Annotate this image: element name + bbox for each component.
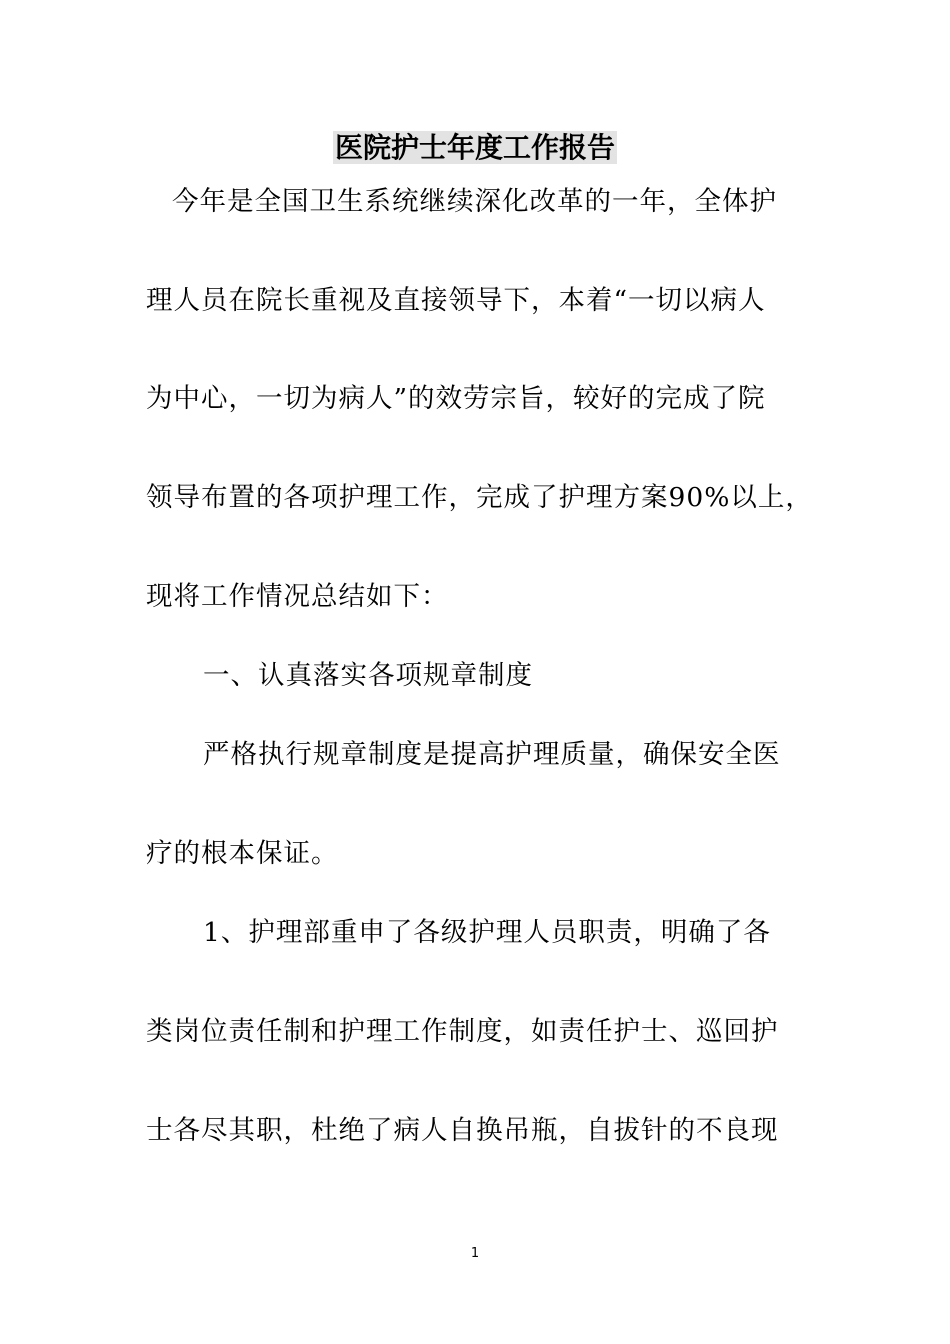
- paragraph-line: 理人员在院长重视及直接领导下，本着“一切以病人: [146, 285, 766, 316]
- document-title-text: 医院护士年度工作报告: [334, 131, 615, 164]
- paragraph-line: 领导布置的各项护理工作，完成了护理方案90%以上，: [146, 482, 813, 513]
- paragraph-line: 今年是全国卫生系统继续深化改革的一年，全体护: [172, 186, 777, 217]
- section-heading: 一、认真落实各项规章制度: [203, 660, 533, 691]
- paragraph-line: 为中心，一切为病人”的效劳宗旨，较好的完成了院: [146, 383, 766, 414]
- paragraph-line: 严格执行规章制度是提高护理质量，确保安全医: [203, 739, 781, 770]
- paragraph-line: 士各尽其职，杜绝了病人自换吊瓶，自拔针的不良现: [146, 1115, 779, 1146]
- paragraph-line: 现将工作情况总结如下：: [146, 581, 449, 612]
- paragraph-line: 疗的根本保证。: [146, 838, 339, 869]
- page-number: 1: [470, 1246, 480, 1261]
- document-title: [0, 128, 950, 168]
- paragraph-line: 类岗位责任制和护理工作制度，如责任护士、巡回护: [146, 1016, 779, 1047]
- paragraph-line: 1、护理部重申了各级护理人员职责，明确了各: [203, 917, 771, 948]
